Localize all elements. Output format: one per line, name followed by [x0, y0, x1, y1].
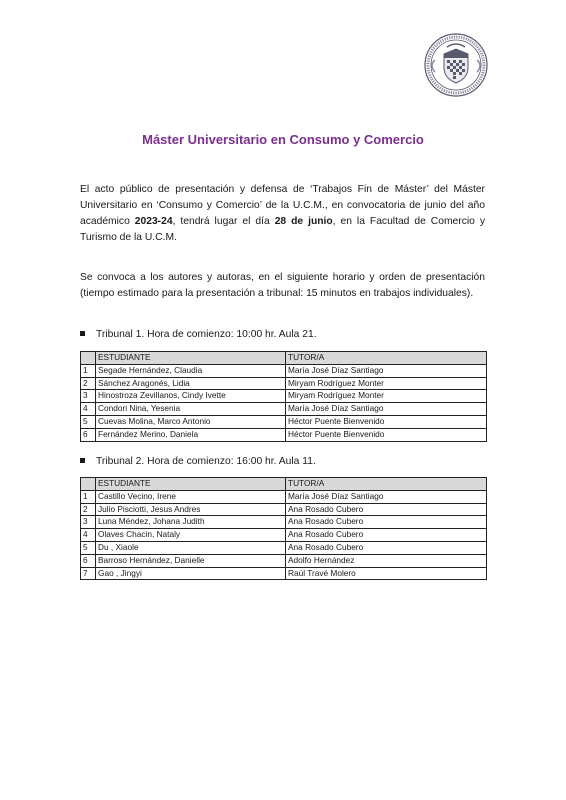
table-row: [81, 503, 487, 516]
table-row: [81, 529, 487, 542]
table-row: [81, 377, 487, 390]
academic-year: 2023-24: [134, 216, 173, 227]
number-cell: 6: [81, 554, 96, 567]
number-cell: 6: [81, 428, 96, 441]
student-cell: Olaves Chacin, Nataly: [96, 529, 286, 542]
student-cell: Du , Xiaole: [96, 541, 286, 554]
number-cell: 5: [81, 415, 96, 428]
number-cell: 7: [81, 567, 96, 580]
number-cell: 2: [81, 503, 96, 516]
tutor-cell: Raúl Travé Molero: [286, 567, 487, 580]
number-cell: 5: [81, 541, 96, 554]
tutor-cell: María José Díaz Santiago: [286, 403, 487, 416]
table-header-row: [81, 352, 487, 365]
header-tutor-cell: TUTOR/A: [286, 352, 487, 365]
table-row: [81, 567, 487, 580]
tribunal-1-heading: [80, 329, 317, 340]
student-cell: Sánchez Aragonés, Lidia: [96, 377, 286, 390]
page-title: Máster Universitario en Consumo y Comercio: [142, 132, 424, 147]
table-row: [81, 364, 487, 377]
tutor-cell: Ana Rosado Cubero: [286, 541, 487, 554]
table-row: [81, 390, 487, 403]
header-student-cell: ESTUDIANTE: [96, 352, 286, 365]
student-cell: Segade Hernández, Claudia: [96, 364, 286, 377]
intro-text-b: , tendrá lugar el día: [172, 216, 275, 227]
header-tutor-cell: TUTOR/A: [286, 478, 487, 491]
tutor-cell: María José Díaz Santiago: [286, 364, 487, 377]
intro-paragraph: [80, 182, 485, 246]
number-cell: 3: [81, 390, 96, 403]
number-cell: 1: [81, 490, 96, 503]
tribunal-2-heading-text: Tribunal 2. Hora de comienzo: 16:00 hr. Aula 11.: [96, 456, 316, 467]
convocation-paragraph: Se convoca a los autores y autoras, en el siguiente horario y orden de presentación (tiempo estimado para la presentación a tribunal: 15 minutos en trabajos individuales).: [80, 272, 485, 299]
tutor-cell: Adolfo Hernández: [286, 554, 487, 567]
number-cell: 4: [81, 529, 96, 542]
header-number-cell: [81, 352, 96, 365]
tutor-cell: Héctor Puente Bienvenido: [286, 415, 487, 428]
defense-date: 28 de junio: [274, 216, 333, 227]
tutor-cell: María José Díaz Santiago: [286, 490, 487, 503]
student-cell: Julio Pisciotti, Jesus Andres: [96, 503, 286, 516]
tutor-cell: Ana Rosado Cubero: [286, 529, 487, 542]
student-cell: Fernández Merino, Daniela: [96, 428, 286, 441]
tutor-cell: Miryam Rodríguez Monter: [286, 390, 487, 403]
table-header-row: [81, 478, 487, 491]
table-row: [81, 428, 487, 441]
header-student-cell: ESTUDIANTE: [96, 478, 286, 491]
student-cell: Hinostroza Zevillanos, Cindy Ivette: [96, 390, 286, 403]
student-cell: Condori Nina, Yesenia: [96, 403, 286, 416]
tutor-cell: Miryam Rodríguez Monter: [286, 377, 487, 390]
table-row: [81, 415, 487, 428]
student-cell: Luna Méndez, Johana Judith: [96, 516, 286, 529]
tutor-cell: Ana Rosado Cubero: [286, 516, 487, 529]
intro-text-a: El acto público de presentación y defensa de ‘Trabajos Fin de Máster’ del Máster Universitario en ‘Consumo y Comercio’ de la U.C.M., en convocatoria de junio del año académico: [80, 184, 485, 227]
tribunal-1-heading-text: Tribunal 1. Hora de comienzo: 10:00 hr. Aula 21.: [96, 329, 317, 340]
student-cell: Cuevas Molina, Marco Antonio: [96, 415, 286, 428]
table-row: [81, 541, 487, 554]
header-number-cell: [81, 478, 96, 491]
tutor-cell: Ana Rosado Cubero: [286, 503, 487, 516]
bullet-icon: [80, 331, 85, 336]
number-cell: 1: [81, 364, 96, 377]
number-cell: 3: [81, 516, 96, 529]
tribunal-2-table: [80, 477, 487, 580]
university-seal-icon: [423, 32, 489, 98]
student-cell: Barroso Hernández, Danielle: [96, 554, 286, 567]
student-cell: Gao , Jingyi: [96, 567, 286, 580]
tutor-cell: Héctor Puente Bienvenido: [286, 428, 487, 441]
table-row: [81, 403, 487, 416]
table-row: [81, 516, 487, 529]
tribunal-1-table: [80, 351, 487, 442]
intro-text-c: , en la Facultad de Comercio y Turismo de la U.C.M.: [80, 216, 485, 243]
table-row: [81, 490, 487, 503]
bullet-icon: [80, 458, 85, 463]
student-cell: Castillo Vecino, Irene: [96, 490, 286, 503]
number-cell: 4: [81, 403, 96, 416]
tribunal-2-heading: [80, 456, 316, 467]
number-cell: 2: [81, 377, 96, 390]
table-row: [81, 554, 487, 567]
